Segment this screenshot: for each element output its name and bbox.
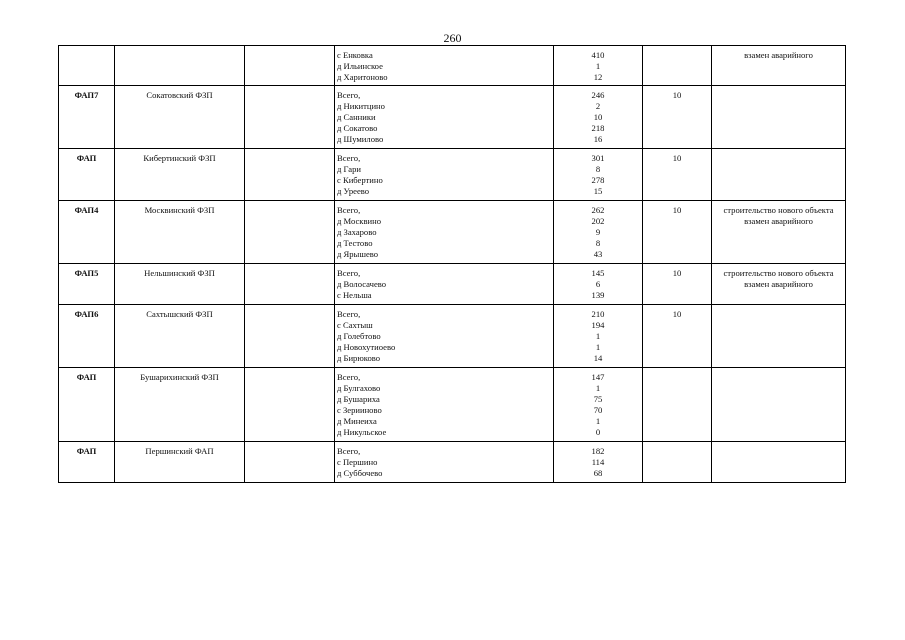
population-value: 15 bbox=[593, 186, 603, 196]
facility-code-cell: ФАП bbox=[59, 149, 115, 201]
population-value: 182 bbox=[591, 446, 605, 456]
population-value: 1 bbox=[595, 61, 601, 71]
note-text: взамен аварийного bbox=[744, 279, 813, 289]
note-cell bbox=[712, 264, 846, 305]
population-cell bbox=[554, 201, 643, 264]
facility-code-cell: ФАП6 bbox=[59, 305, 115, 368]
settlement-name: с Кибертино bbox=[337, 175, 383, 185]
empty-cell bbox=[245, 442, 335, 483]
population-cell bbox=[554, 86, 643, 149]
facility-name-cell: Сокатовский ФЗП bbox=[115, 86, 245, 149]
population-value: 12 bbox=[593, 72, 603, 82]
population-cell bbox=[554, 368, 643, 442]
population-value: 194 bbox=[591, 320, 605, 330]
population-value: 8 bbox=[595, 164, 601, 174]
empty-cell bbox=[245, 46, 335, 86]
settlement-name: с Зерииново bbox=[337, 405, 382, 415]
facility-code-cell: ФАП7 bbox=[59, 86, 115, 149]
settlement-name: Всего, bbox=[337, 446, 361, 456]
facility-code-cell: ФАП4 bbox=[59, 201, 115, 264]
table-row bbox=[59, 368, 846, 442]
settlement-name: д Суббочево bbox=[337, 468, 383, 478]
population-value: 139 bbox=[591, 290, 605, 300]
note-text: взамен аварийного bbox=[744, 50, 813, 60]
facility-code-cell: ФАП bbox=[59, 442, 115, 483]
facility-name-cell: Нельшинский ФЗП bbox=[115, 264, 245, 305]
facility-code-cell: ФАП bbox=[59, 368, 115, 442]
settlement-name: д Захарово bbox=[337, 227, 377, 237]
facility-name-cell: Москвинский ФЗП bbox=[115, 201, 245, 264]
settlement-name: д Харитоново bbox=[337, 72, 388, 82]
note-cell bbox=[712, 86, 846, 149]
population-value: 68 bbox=[593, 468, 603, 478]
population-value: 202 bbox=[591, 216, 605, 226]
note-cell bbox=[712, 201, 846, 264]
settlement-name: д Санники bbox=[337, 112, 376, 122]
population-value: 16 bbox=[593, 134, 603, 144]
empty-cell bbox=[245, 264, 335, 305]
population-value: 218 bbox=[591, 123, 605, 133]
population-value: 145 bbox=[591, 268, 605, 278]
table-row bbox=[59, 149, 846, 201]
population-cell bbox=[554, 46, 643, 86]
settlement-name: с Нельша bbox=[337, 290, 372, 300]
settlements-cell bbox=[335, 264, 554, 305]
number-cell: 10 bbox=[643, 201, 712, 264]
settlements-cell bbox=[335, 86, 554, 149]
page-number: 260 bbox=[443, 31, 462, 45]
note-text: взамен аварийного bbox=[744, 216, 813, 226]
settlement-name: д Бирюково bbox=[337, 353, 381, 363]
settlement-name: д Никитцино bbox=[337, 101, 385, 111]
population-value: 6 bbox=[595, 279, 601, 289]
population-value: 14 bbox=[593, 353, 603, 363]
settlement-name: Всего, bbox=[337, 309, 361, 319]
note-cell bbox=[712, 305, 846, 368]
table-row bbox=[59, 86, 846, 149]
empty-cell bbox=[245, 149, 335, 201]
population-value: 2 bbox=[595, 101, 601, 111]
settlement-name: д Новохутиоево bbox=[337, 342, 396, 352]
settlement-name: с Сахтыш bbox=[337, 320, 373, 330]
settlement-name: д Уреево bbox=[337, 186, 370, 196]
table-row bbox=[59, 46, 846, 86]
settlement-name: д Тестово bbox=[337, 238, 373, 248]
settlement-name: д Гари bbox=[337, 164, 361, 174]
population-value: 1 bbox=[595, 331, 601, 341]
facility-name-cell: Бушарихинский ФЗП bbox=[115, 368, 245, 442]
number-cell bbox=[643, 442, 712, 483]
population-value: 10 bbox=[593, 112, 603, 122]
settlement-name: д Голебтово bbox=[337, 331, 381, 341]
number-cell: 10 bbox=[643, 149, 712, 201]
settlement-name: д Бушариха bbox=[337, 394, 380, 404]
empty-cell bbox=[245, 305, 335, 368]
settlement-name: Всего, bbox=[337, 205, 361, 215]
settlement-name: Всего, bbox=[337, 372, 361, 382]
population-cell bbox=[554, 264, 643, 305]
settlement-name: с Енковка bbox=[337, 50, 373, 60]
facility-code-cell: ФАП5 bbox=[59, 264, 115, 305]
table-row bbox=[59, 442, 846, 483]
facility-name-cell: Кибертинский ФЗП bbox=[115, 149, 245, 201]
population-value: 0 bbox=[595, 427, 601, 437]
number-cell: 10 bbox=[643, 305, 712, 368]
population-value: 1 bbox=[595, 383, 601, 393]
population-cell bbox=[554, 305, 643, 368]
population-value: 246 bbox=[591, 90, 605, 100]
note-text: строительство нового объекта bbox=[723, 205, 834, 215]
population-value: 1 bbox=[595, 342, 601, 352]
settlement-name: Всего, bbox=[337, 153, 361, 163]
settlements-cell bbox=[335, 305, 554, 368]
facility-code-cell bbox=[59, 46, 115, 86]
settlement-name: Всего, bbox=[337, 268, 361, 278]
note-cell bbox=[712, 46, 846, 86]
facility-name-cell: Сахтышский ФЗП bbox=[115, 305, 245, 368]
number-cell bbox=[643, 368, 712, 442]
facilities-table bbox=[58, 45, 846, 483]
number-cell: 10 bbox=[643, 264, 712, 305]
population-value: 9 bbox=[595, 227, 601, 237]
settlement-name: с Першино bbox=[337, 457, 378, 467]
settlements-cell bbox=[335, 201, 554, 264]
settlement-name: д Шумилово bbox=[337, 134, 384, 144]
note-text: строительство нового объекта bbox=[723, 268, 834, 278]
settlements-cell bbox=[335, 368, 554, 442]
table-row bbox=[59, 305, 846, 368]
population-value: 147 bbox=[591, 372, 605, 382]
population-value: 114 bbox=[591, 457, 605, 467]
population-value: 8 bbox=[595, 238, 601, 248]
settlement-name: д Ярышево bbox=[337, 249, 379, 259]
number-cell: 10 bbox=[643, 86, 712, 149]
settlement-name: д Москвино bbox=[337, 216, 382, 226]
population-value: 43 bbox=[593, 249, 603, 259]
population-value: 278 bbox=[591, 175, 605, 185]
population-value: 301 bbox=[591, 153, 605, 163]
settlements-cell bbox=[335, 46, 554, 86]
number-cell bbox=[643, 46, 712, 86]
settlements-cell bbox=[335, 149, 554, 201]
settlement-name: д Булгахово bbox=[337, 383, 381, 393]
table-row bbox=[59, 264, 846, 305]
population-value: 262 bbox=[591, 205, 605, 215]
settlement-name: д Никульское bbox=[337, 427, 387, 437]
settlement-name: Всего, bbox=[337, 90, 361, 100]
note-cell bbox=[712, 368, 846, 442]
empty-cell bbox=[245, 368, 335, 442]
settlement-name: д Ильинское bbox=[337, 61, 383, 71]
table-row bbox=[59, 201, 846, 264]
population-value: 410 bbox=[591, 50, 605, 60]
empty-cell bbox=[245, 201, 335, 264]
settlement-name: д Минеиха bbox=[337, 416, 377, 426]
population-cell bbox=[554, 442, 643, 483]
facility-name-cell: Першинский ФАП bbox=[115, 442, 245, 483]
population-value: 70 bbox=[593, 405, 603, 415]
note-cell bbox=[712, 149, 846, 201]
population-value: 210 bbox=[591, 309, 605, 319]
settlements-cell bbox=[335, 442, 554, 483]
note-cell bbox=[712, 442, 846, 483]
settlement-name: д Сокатово bbox=[337, 123, 378, 133]
empty-cell bbox=[245, 86, 335, 149]
population-value: 1 bbox=[595, 416, 601, 426]
settlement-name: д Волосачево bbox=[337, 279, 387, 289]
population-value: 75 bbox=[593, 394, 603, 404]
population-cell bbox=[554, 149, 643, 201]
facility-name-cell bbox=[115, 46, 245, 86]
